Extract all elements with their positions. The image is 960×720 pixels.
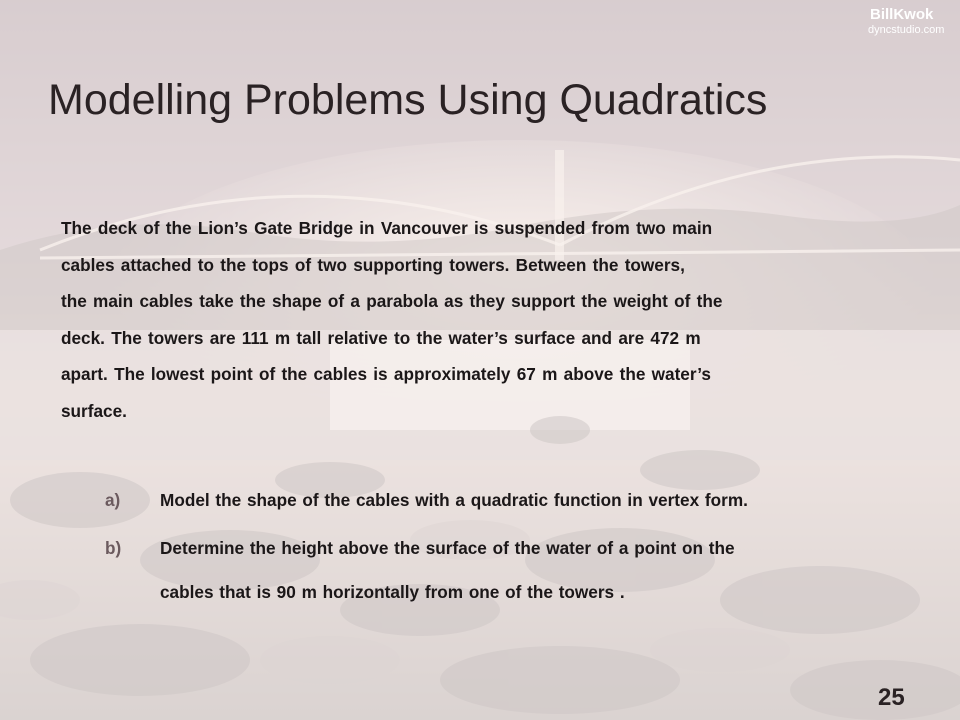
paragraph-line: The deck of the Lion’s Gate Bridge in Vancouver is suspended from two main [61, 218, 713, 238]
watermark-logo [826, 6, 956, 40]
slide-title: Modelling Problems Using Quadratics [48, 76, 768, 124]
paragraph-line: apart. The lowest point of the cables is approximately 67 m above the water’s [61, 364, 711, 384]
list-marker-a: a) [105, 490, 121, 510]
watermark-sub-text: dyncstudio.com [868, 24, 945, 36]
list-item-a-text [160, 478, 920, 522]
list-item-b-text [160, 526, 920, 614]
list-marker-b: b) [105, 538, 122, 558]
paragraph-line: deck. The towers are 111 m tall relative to the water’s surface and are 472 m [61, 327, 701, 348]
paragraph-line: cables attached to the tops of two supporting towers. Between the towers, [61, 254, 685, 275]
list-item-line: Determine the height above the surface of the water of a point on the [160, 538, 735, 558]
watermark-main-text: BillKwok [870, 6, 934, 23]
problem-paragraph [61, 210, 911, 429]
paragraph-line: the main cables take the shape of a parabola as they support the weight of the [61, 291, 723, 311]
list-item-line: cables that is 90 m horizontally from one of the towers . [160, 582, 625, 602]
list-item-line: Model the shape of the cables with a quadratic function in vertex form. [160, 490, 748, 510]
paragraph-line: surface. [61, 400, 127, 421]
page-number: 25 [878, 684, 905, 711]
